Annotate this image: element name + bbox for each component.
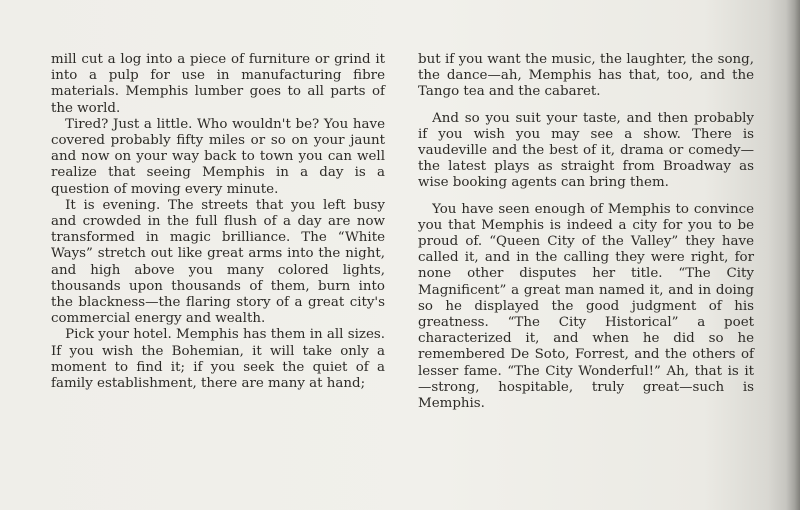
paragraph-evening: It is evening. The streets that you left busy and crowded in the full flush of a day are now transformed in magic brilliance. The “White Ways” stretch out like great arms into the night, and high above you many colored lights, thousands upon thousands of them, burn into the blackness—the flaring story of a great city's commercial energy and wealth. bbox=[51, 197, 385, 327]
paragraph-lumber: mill cut a log into a piece of furniture or grind it into a pulp for use in manufacturing fibre materials. Memphis lumber goes to all parts of the world. bbox=[51, 52, 385, 116]
paragraph-tired: Tired? Just a little. Who wouldn't be? You have covered probably fifty miles or so on your jaunt and now on your way back to town you can well realize that seeing Memphis in a day is a question of moving every minute. bbox=[51, 116, 385, 197]
right-text-column bbox=[418, 52, 754, 412]
paragraph-music: but if you want the music, the laughter, the song, the dance—ah, Memphis has that, too, and the Tango tea and the cabaret. bbox=[418, 52, 754, 100]
left-text-column bbox=[51, 52, 385, 392]
paragraph-city-titles: You have seen enough of Memphis to convince you that Memphis is indeed a city for you to be proud of. “Queen City of the Valley” they have called it, and in the calling they were right, for none other disputes her title. “The City Magnificent” a great man named it, and in doing so he displayed the good judgment of his greatness. “The City Historical” a poet characterized it, and when he did so he remembered De Soto, Forrest, and the others of lesser fame. “The City Wonderful!” Ah, that is it—strong, hospitable, truly great—such is Memphis. bbox=[418, 201, 754, 412]
paragraph-show: And so you suit your taste, and then probably if you wish you may see a show. There is vaudeville and the best of it, drama or comedy—the latest plays as straight from Broadway as wise booking agents can bring them. bbox=[418, 110, 754, 191]
paragraph-hotel: Pick your hotel. Memphis has them in all sizes. If you wish the Bohemian, it will take only a moment to find it; if you seek the quiet of a family establishment, there are many at hand; bbox=[51, 327, 385, 392]
page-edge-shadow bbox=[786, 0, 800, 510]
